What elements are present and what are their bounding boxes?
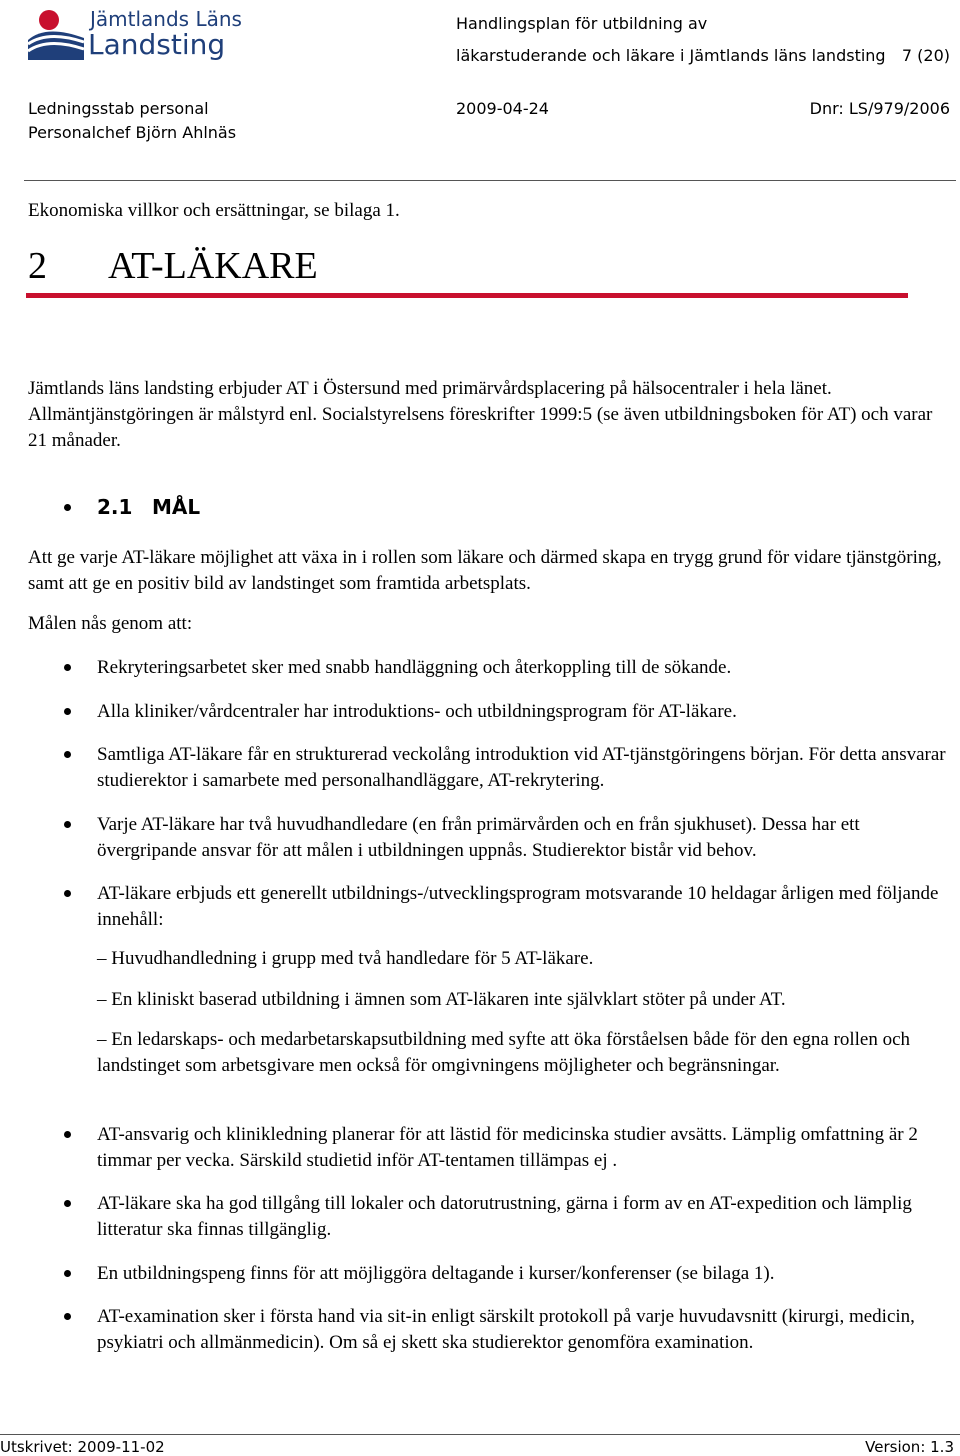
bullet-dot [64, 708, 71, 715]
list-item: Samtliga AT-läkare får en strukturerad veckolång introduktion vid AT-tjänstgöringens början. För detta ansvarar studierektor i samarbete med personalhandläggare, AT-rekrytering. [97, 744, 946, 791]
intro-line: Ekonomiska villkor och ersättningar, se bilaga 1. [28, 200, 400, 221]
bullet-dot [64, 1270, 71, 1277]
bullet-dot [64, 890, 71, 897]
list-item: AT-examination sker i första hand via sit-in enligt särskilt protokoll på varje huvudavsnitt (kirurgi, medicin, psykiatri och allmänmedicin). Om så ej skett ska studierektor genomföra examination. [97, 1306, 915, 1353]
landsting-logo-icon [26, 4, 86, 60]
header-dnr: Dnr: LS/979/2006 [809, 99, 950, 118]
subsection-bullet [64, 504, 71, 511]
header-title-line1: Handlingsplan för utbildning av [456, 14, 708, 33]
bullet-dot [64, 821, 71, 828]
list-item: Varje AT-läkare har två huvudhandledare (en från primärvården och en från sjukhuset). Dessa har ett övergripande ansvar för att målen i utbildningen uppnås. Studierektor bistår vid behov. [97, 814, 860, 861]
bullet-dot [64, 664, 71, 671]
dash-item: – En ledarskaps- och medarbetarskapsutbildning med syfte att öka förståelsen både för den egna rollen och landstinget som arbetsgivare men också för omgivningens möjligheter och begränsningar. [97, 1029, 911, 1076]
section-underline [26, 293, 908, 298]
list-item: En utbildningspeng finns för att möjliggöra deltagande i kurser/konferenser (se bilaga 1). [97, 1263, 775, 1284]
list-item: AT-läkare ska ha god tillgång till lokaler och datorutrustning, gärna i form av en AT-expedition och lämplig litteratur ska finnas tillgänglig. [97, 1193, 912, 1240]
logo-line2: Landsting [88, 28, 226, 61]
section-number: 2 [28, 245, 47, 287]
bullet-dot [64, 1131, 71, 1138]
header-dept: Ledningsstab personal [28, 99, 209, 118]
footer-version: Version: 1.3 [865, 1438, 954, 1456]
header-title-line2: läkarstuderande och läkare i Jämtlands läns landsting [456, 46, 886, 65]
subsection-lead: Målen nås genom att: [28, 613, 193, 634]
bullet-dot [64, 1200, 71, 1207]
bullet-dot [64, 751, 71, 758]
list-item: Alla kliniker/vårdcentraler har introduktions- och utbildningsprogram för AT-läkare. [97, 701, 737, 722]
subsection-number: 2.1 [97, 495, 133, 519]
header-date: 2009-04-24 [456, 99, 549, 118]
header-person: Personalchef Björn Ahlnäs [28, 123, 237, 142]
page-number: 7 (20) [901, 46, 950, 65]
dash-item: – Huvudhandledning i grupp med två handledare för 5 AT-läkare. [97, 948, 594, 969]
dash-item: – En kliniskt baserad utbildning i ämnen som AT-läkaren inte självklart stöter på under AT. [97, 989, 786, 1010]
footer-rule [0, 1434, 960, 1435]
bullet-dot [64, 1313, 71, 1320]
header-rule [24, 180, 956, 181]
footer-printed: Utskrivet: 2009-11-02 [0, 1438, 165, 1456]
list-item: AT-ansvarig och klinikledning planerar för att lästid för medicinska studier avsätts. Lämplig omfattning är 2 timmar per vecka. Särskild studietid inför AT-tentamen tillämpas ej . [97, 1124, 918, 1171]
list-item: AT-läkare erbjuds ett generellt utbildnings-/utvecklingsprogram motsvarande 10 heldagar årligen med följande innehåll: [97, 883, 939, 930]
subsection-title: MÅL [152, 495, 201, 519]
subsection-paragraph: Att ge varje AT-läkare möjlighet att växa in i rollen som läkare och därmed skapa en trygg grund för vidare tjänstgöring, samt att ge en positiv bild av landstinget som framtida arbetsplats. [28, 547, 942, 594]
section-title: AT-LÄKARE [108, 245, 318, 287]
logo [26, 4, 242, 64]
list-item: Rekryteringsarbetet sker med snabb handläggning och återkoppling till de sökande. [97, 657, 732, 678]
logo-line1: Jämtlands Läns [90, 7, 242, 31]
section-paragraph: Jämtlands läns landsting erbjuder AT i Östersund med primärvårdsplacering på hälsocentraler i hela länet. Allmäntjänstgöringen är målstyrd enl. Socialstyrelsens föreskrifter 1999:5 (se även utbildningsboken för AT) och varar 21 månader. [28, 378, 933, 451]
